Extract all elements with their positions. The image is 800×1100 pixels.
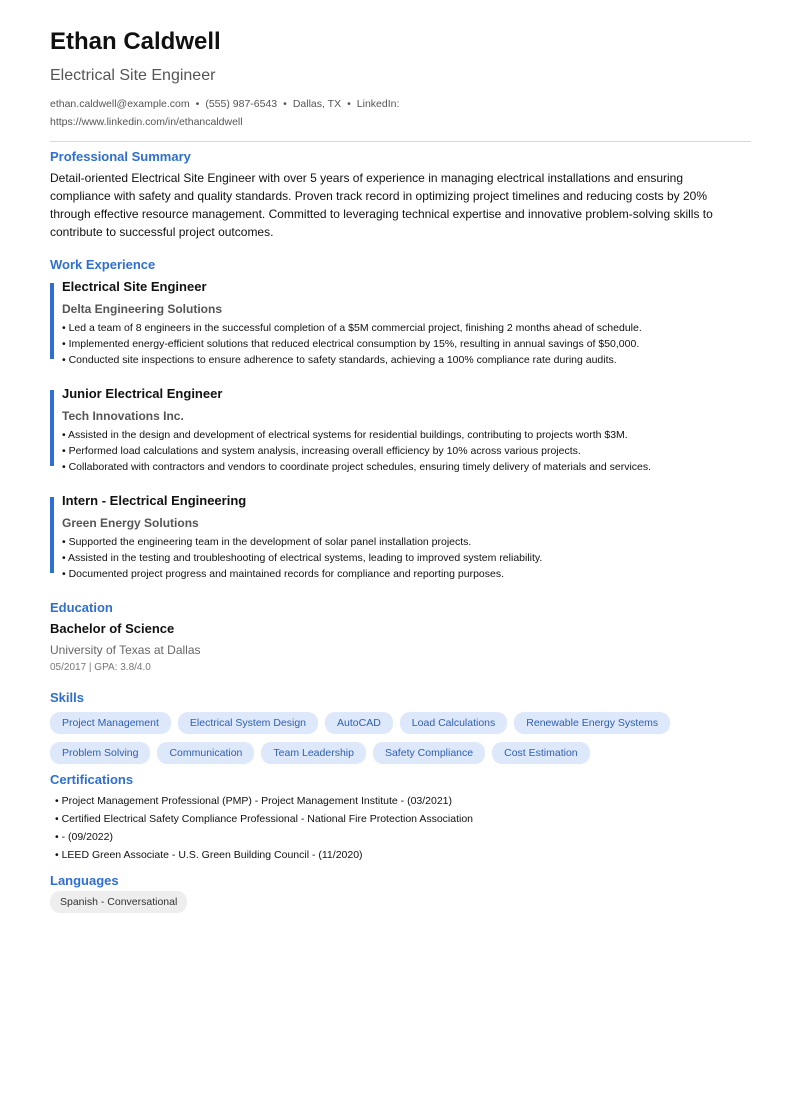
- contact-separator: •: [347, 98, 351, 110]
- job-accent-bar: [50, 283, 54, 359]
- education-meta: 05/2017 | GPA: 3.8/4.0: [50, 662, 151, 673]
- certification-item: • LEED Green Associate - U.S. Green Building Council - (11/2020): [55, 849, 363, 861]
- certifications-list: [50, 792, 751, 864]
- education-degree: Bachelor of Science: [50, 621, 175, 636]
- contact-linkedin-label: LinkedIn:: [356, 98, 400, 110]
- resume-page: [50, 28, 751, 913]
- job-bullets: [62, 320, 751, 368]
- certification-item: • - (09/2022): [55, 831, 113, 843]
- education-heading: Education: [50, 600, 113, 615]
- job-entry: [50, 279, 751, 368]
- header-divider: [50, 141, 751, 142]
- certification-item: • Project Management Professional (PMP) - Project Management Institute - (03/2021): [55, 795, 453, 807]
- languages-heading: Languages: [50, 873, 119, 888]
- job-list: [50, 279, 751, 582]
- job-bullet: • Performed load calculations and system analysis, increasing overall efficiency by 10% across various projects.: [62, 445, 581, 457]
- job-company: Delta Engineering Solutions: [62, 302, 223, 316]
- skill-chip: Cost Estimation: [492, 742, 590, 764]
- job-bullet: • Implemented energy-efficient solutions that reduced electrical consumption by 15%, resulting in annual savings of $50,000.: [62, 338, 640, 350]
- job-bullet: • Supported the engineering team in the development of solar panel installation projects.: [62, 536, 472, 548]
- skill-chip: Electrical System Design: [178, 712, 318, 734]
- job-bullets: [62, 534, 751, 582]
- job-title: Electrical Site Engineer: [62, 279, 207, 294]
- job-company: Tech Innovations Inc.: [62, 409, 184, 423]
- job-bullet: • Assisted in the testing and troubleshooting of electrical systems, leading to improved system reliability.: [62, 552, 543, 564]
- languages-list: [50, 891, 751, 913]
- job-entry: [50, 493, 751, 582]
- job-bullet: • Documented project progress and maintained records for compliance and reporting purposes.: [62, 568, 504, 580]
- job-bullet: • Collaborated with contractors and vendors to coordinate project schedules, ensuring timely delivery of materials and services.: [62, 461, 652, 473]
- certifications-heading: Certifications: [50, 772, 134, 787]
- skill-chip: Renewable Energy Systems: [514, 712, 670, 734]
- job-bullet: • Led a team of 8 engineers in the successful completion of a $5M commercial project, finishing 2 months ahead of schedule.: [62, 322, 642, 334]
- skill-chip: Project Management: [50, 712, 171, 734]
- job-bullet: • Conducted site inspections to ensure adherence to safety standards, achieving a 100% compliance rate during audits.: [62, 354, 617, 366]
- contact-separator: •: [283, 98, 287, 110]
- contact-linkedin-url[interactable]: https://www.linkedin.com/in/ethancaldwell: [50, 116, 243, 128]
- summary-heading: Professional Summary: [50, 149, 191, 164]
- job-accent-bar: [50, 497, 54, 573]
- job-title: Junior Electrical Engineer: [62, 386, 223, 401]
- language-chip: Spanish - Conversational: [50, 891, 187, 913]
- job-accent-bar: [50, 390, 54, 466]
- job-bullet: • Assisted in the design and development of electrical systems for residential buildings, contributing to projects worth $3M.: [62, 429, 628, 441]
- education-school: University of Texas at Dallas: [50, 643, 201, 657]
- summary-text: Detail-oriented Electrical Site Engineer with over 5 years of experience in managing electrical installations and ensuring compliance with safety and quality standards. Proven track record in optimizing project timelines and reducing costs by 20% through effective resource management. Committed to leveraging technical expertise and innovative problem-solving skills to contribute to successful project outcomes.: [50, 171, 713, 239]
- skill-chip: AutoCAD: [325, 712, 393, 734]
- job-company: Green Energy Solutions: [62, 516, 199, 530]
- candidate-title: Electrical Site Engineer: [50, 67, 216, 84]
- contact-separator: •: [195, 98, 200, 110]
- job-bullets: [62, 427, 751, 475]
- skills-list: [50, 712, 751, 772]
- contact-info: [50, 95, 450, 131]
- skill-chip: Communication: [157, 742, 254, 764]
- job-entry: [50, 386, 751, 475]
- work-heading: Work Experience: [50, 257, 156, 272]
- job-title: Intern - Electrical Engineering: [62, 493, 247, 508]
- skill-chip: Problem Solving: [50, 742, 150, 764]
- certification-item: • Certified Electrical Safety Compliance Professional - National Fire Protection Association: [55, 813, 474, 825]
- skill-chip: Team Leadership: [261, 742, 366, 764]
- skill-chip: Load Calculations: [400, 712, 507, 734]
- skills-heading: Skills: [50, 690, 84, 705]
- contact-location: Dallas, TX: [292, 98, 342, 110]
- candidate-name: Ethan Caldwell: [50, 28, 221, 55]
- skill-chip: Safety Compliance: [373, 742, 485, 764]
- contact-phone: (555) 987-6543: [205, 98, 278, 110]
- contact-email[interactable]: ethan.caldwell@example.com: [50, 98, 190, 110]
